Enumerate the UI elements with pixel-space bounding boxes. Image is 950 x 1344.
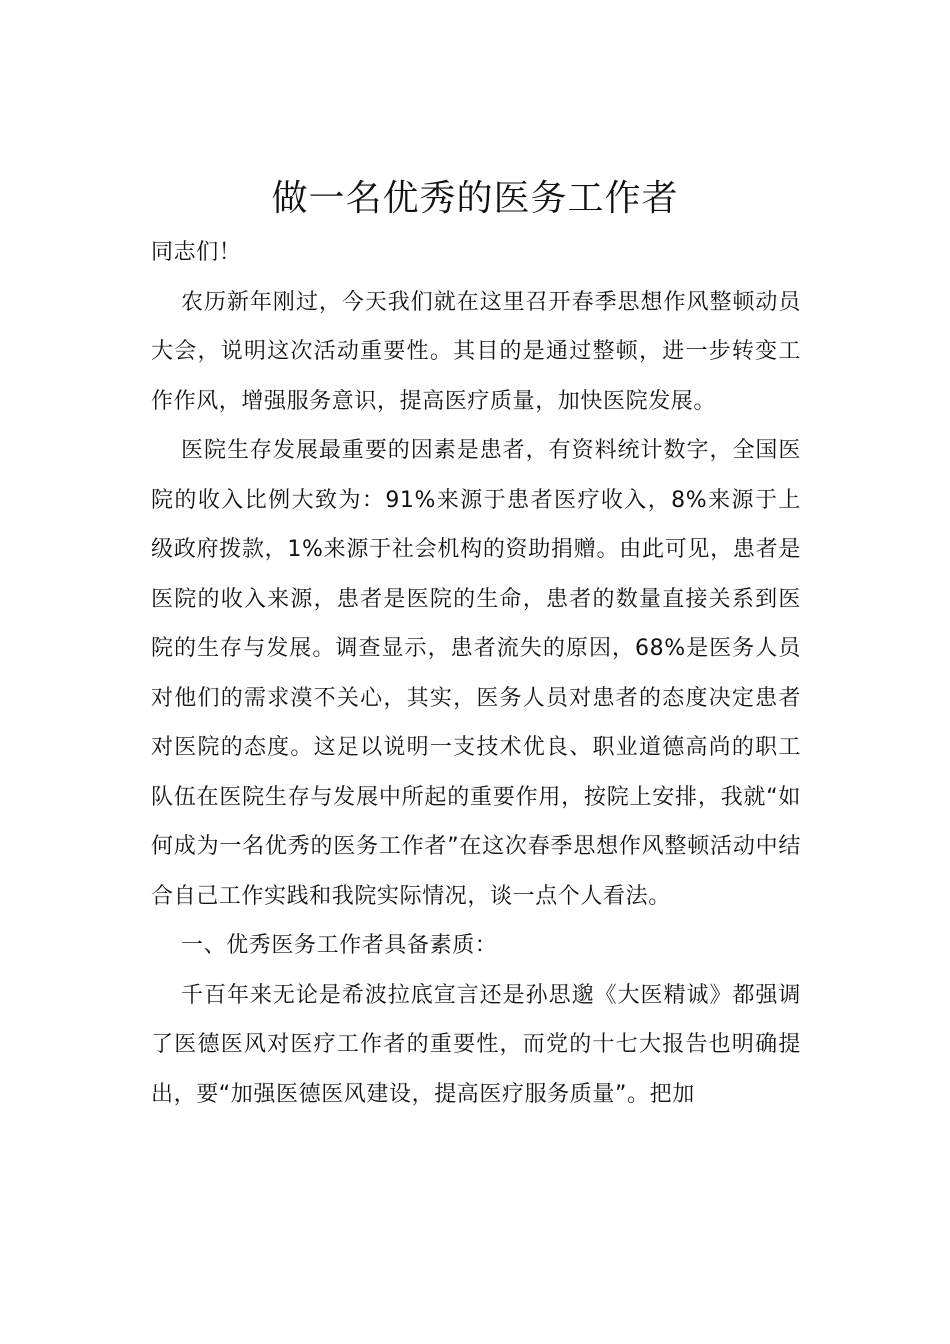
paragraph-2: 医院生存发展最重要的因素是患者，有资料统计数字，全国医院的收入比例大致为：91%来源于患者医疗收入，8%来源于上级政府拨款，1%来源于社会机构的资助捐赠。由此可见，患者是医院的收入来源，患者是医院的生命，患者的数量直接关系到医院的生存与发展。调查显示，患者流失的原因，68%是医务人员对他们的需求漠不关心，其实，医务人员对患者的态度决定患者对医院的态度。这足以说明一支技术优良、职业道德高尚的职工队伍在医院生存与发展中所起的重要作用，按院上安排，我就“如何成为一名优秀的医务工作者”在这次春季思想作风整顿活动中结合自己工作实践和我院实际情况，谈一点个人看法。 — [151, 438, 801, 909]
document-body — [151, 228, 801, 1119]
salutation: 同志们！ — [151, 240, 242, 265]
paragraph-1: 农历新年刚过，今天我们就在这里召开春季思想作风整顿动员大会，说明这次活动重要性。其目的是通过整顿，进一步转变工作作风，增强服务意识，提高医疗质量，加快医院发展。 — [151, 289, 801, 414]
paragraph-3: 千百年来无论是希波拉底宣言还是孙思邈《大医精诚》都强调了医德医风对医疗工作者的重要性，而党的十七大报告也明确提出，要“加强医德医风建设，提高医疗服务质量”。把加 — [151, 982, 801, 1107]
section-heading-1: 一、优秀医务工作者具备素质： — [181, 933, 498, 958]
document-title: 做一名优秀的医务工作者 — [271, 178, 679, 219]
